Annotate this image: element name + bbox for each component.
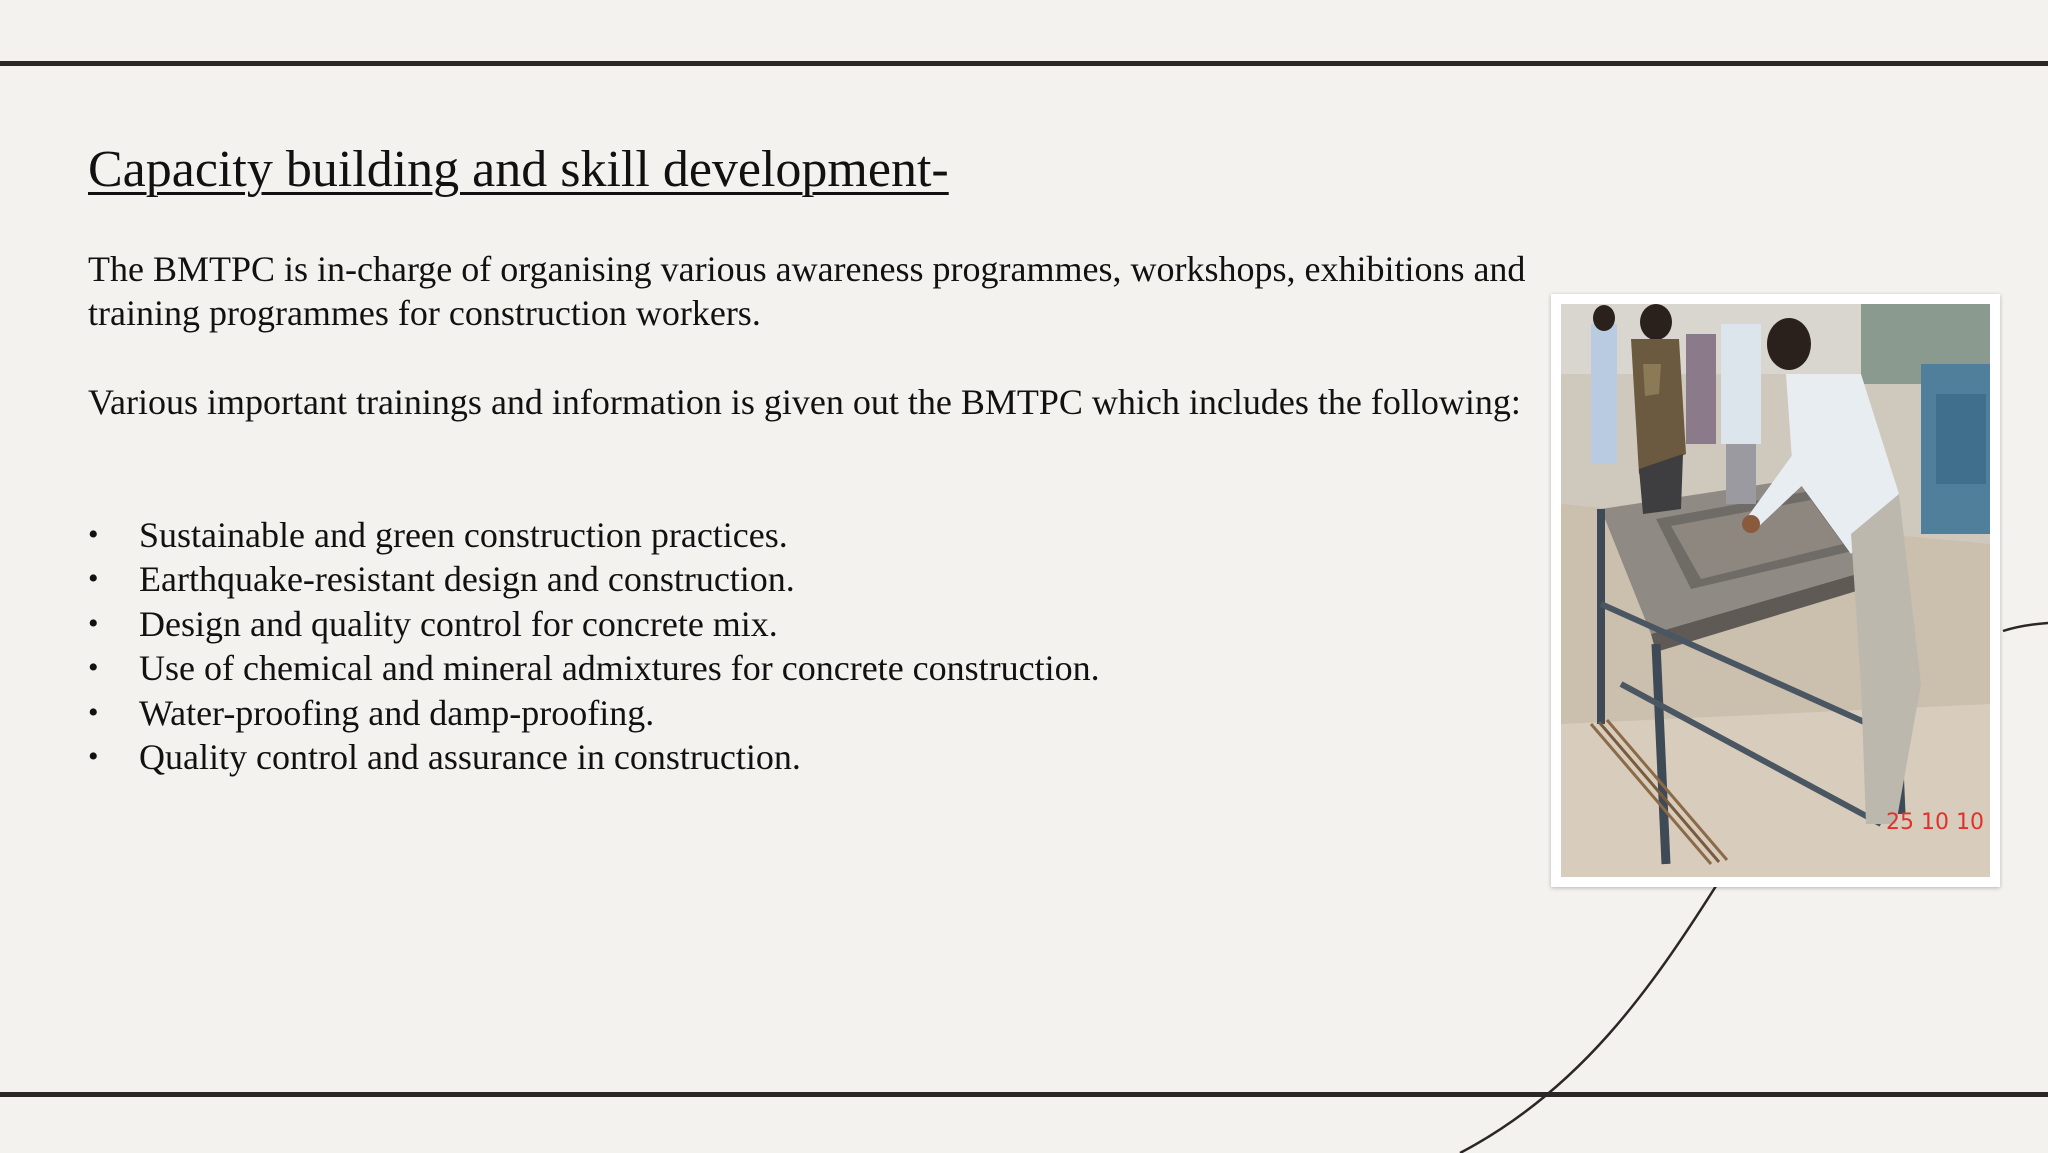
list-item: • Sustainable and green construction practices. bbox=[88, 513, 1100, 557]
photo-illustration-icon bbox=[1561, 304, 1990, 877]
list-item: • Quality control and assurance in construction. bbox=[88, 735, 1100, 779]
bullet-icon: • bbox=[88, 518, 99, 551]
bullet-icon: • bbox=[88, 562, 99, 596]
construction-training-photo bbox=[1561, 304, 1990, 877]
training-list bbox=[88, 513, 1100, 779]
slide-title: Capacity building and skill development- bbox=[88, 141, 949, 198]
list-item: • Design and quality control for concrete mix. bbox=[88, 602, 1100, 646]
trainings-paragraph: Various important trainings and information is given out the BMTPC which includes the following: bbox=[88, 382, 1521, 422]
bullet-icon: • bbox=[88, 651, 99, 685]
bullet-icon: • bbox=[88, 740, 99, 774]
list-item: • Water-proofing and damp-proofing. bbox=[88, 691, 1100, 735]
bullet-icon: • bbox=[88, 606, 99, 640]
photo-date-stamp: 25 10 10 bbox=[1886, 810, 1984, 835]
photo-frame bbox=[1551, 294, 2000, 887]
intro-paragraph: The BMTPC is in-charge of organising various awareness programmes, workshops, exhibitions and training programmes for construction workers. bbox=[88, 249, 1526, 333]
top-divider bbox=[0, 61, 2048, 66]
list-item: • Use of chemical and mineral admixtures for concrete construction. bbox=[88, 646, 1100, 690]
bullet-icon: • bbox=[88, 695, 99, 729]
bottom-divider bbox=[0, 1092, 2048, 1097]
list-item: • Earthquake-resistant design and construction. bbox=[88, 557, 1100, 601]
